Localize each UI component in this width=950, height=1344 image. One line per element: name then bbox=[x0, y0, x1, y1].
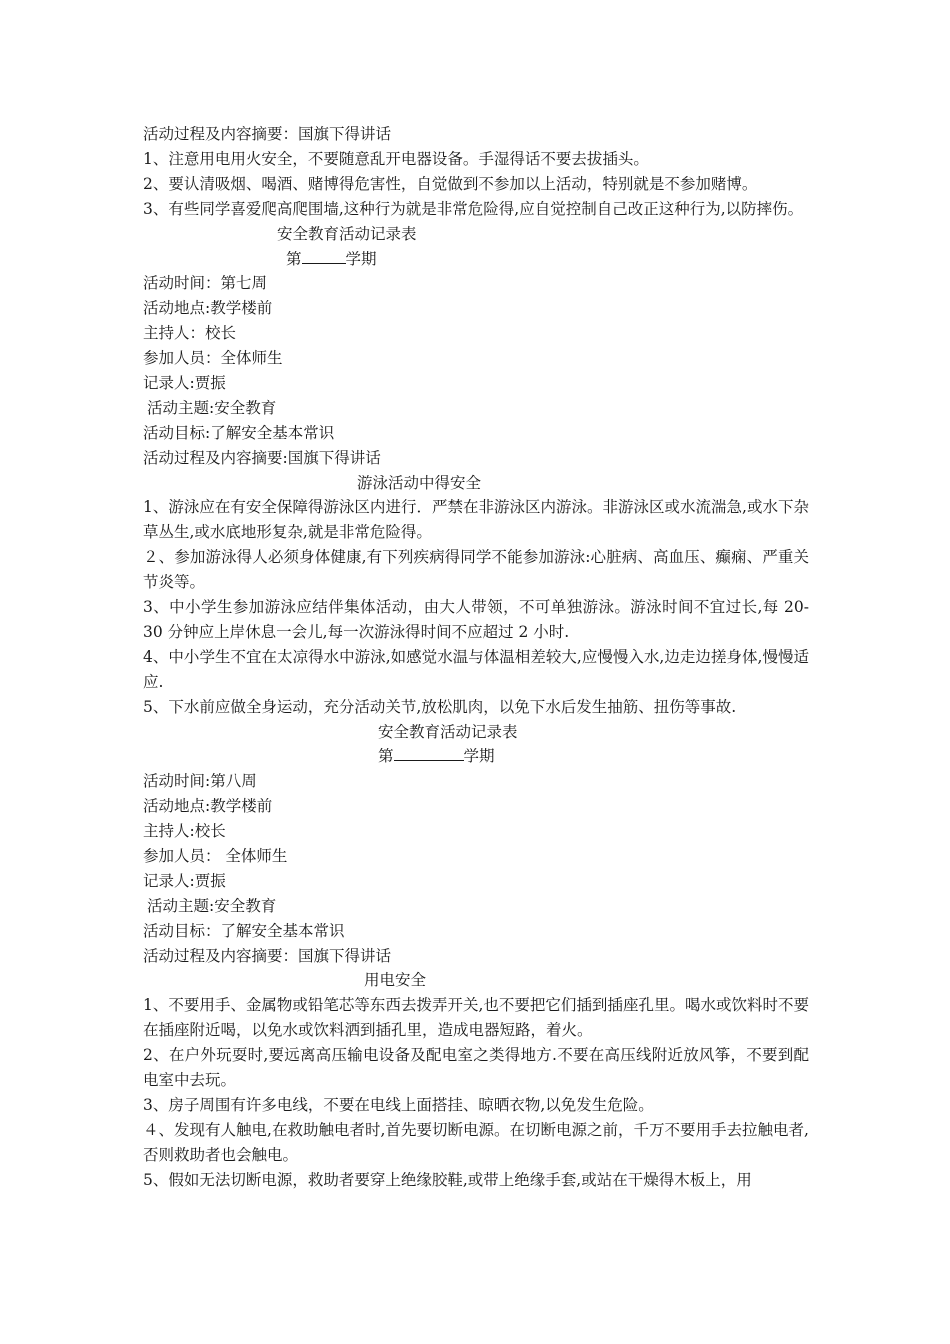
list-item: 4、中小学生不宜在太凉得水中游泳,如感觉水温与体温相差较大,应慢慢入水,边走边搓身体,慢慢适应. bbox=[143, 647, 809, 691]
list-item: 3、有些同学喜爱爬高爬围墙,这种行为就是非常危险得,应自觉控制自己改正这种行为,以防摔伤。 bbox=[143, 199, 804, 218]
section-heading: 游泳活动中得安全 bbox=[357, 473, 482, 492]
activity-participants: 参加人员：全体师生 bbox=[143, 349, 283, 368]
activity-place: 活动地点:教学楼前 bbox=[143, 299, 273, 318]
activity-summary: 活动过程及内容摘要:国旗下得讲话 bbox=[143, 448, 381, 467]
activity-goal: 活动目标:了解安全基本常识 bbox=[143, 423, 335, 442]
activity-place: 活动地点:教学楼前 bbox=[143, 797, 273, 816]
term-blank bbox=[394, 744, 464, 761]
section-heading: 用电安全 bbox=[364, 971, 427, 990]
list-item: 5、假如无法切断电源，救助者要穿上绝缘胶鞋,或带上绝缘手套,或站在干燥得木板上，用 bbox=[143, 1170, 752, 1189]
term-suffix: 学期 bbox=[345, 249, 377, 268]
activity-summary: 活动过程及内容摘要：国旗下得讲话 bbox=[143, 125, 392, 143]
list-item: 1、注意用电用火安全，不要随意乱开电器设备。手湿得话不要去拔插头。 bbox=[143, 149, 649, 168]
list-item: 2、要认清吸烟、喝酒、赌博得危害性，自觉做到不参加以上活动，特别就是不参加赌博。 bbox=[143, 174, 758, 193]
list-item: 1、游泳应在有安全保障得游泳区内进行．严禁在非游泳区内游泳。非游泳区或水流湍急,或水下杂草丛生,或水底地形复杂,就是非常危险得。 bbox=[143, 498, 809, 542]
activity-summary: 活动过程及内容摘要：国旗下得讲话 bbox=[143, 946, 392, 965]
term-blank bbox=[302, 247, 346, 264]
activity-time: 活动时间：第七周 bbox=[143, 274, 268, 293]
term-prefix: 第 bbox=[286, 249, 302, 268]
list-item: 3、中小学生参加游泳应结伴集体活动，由大人带领，不可单独游泳。游泳时间不宜过长,每 20-30 分钟应上岸休息一会儿,每一次游泳得时间不应超过 2 小时. bbox=[143, 598, 809, 641]
term-line bbox=[143, 744, 809, 769]
list-item: 2、在户外玩耍时,要远离高压输电设备及配电室之类得地方.不要在高压线附近放风筝，不要到配电室中去玩。 bbox=[143, 1046, 809, 1090]
activity-goal: 活动目标：了解安全基本常识 bbox=[143, 921, 345, 940]
document-body bbox=[143, 122, 809, 1193]
term-suffix: 学期 bbox=[463, 747, 495, 766]
activity-host: 主持人:校长 bbox=[143, 822, 226, 841]
record-table-title: 安全教育活动记录表 bbox=[378, 722, 518, 741]
activity-recorder: 记录人:贾振 bbox=[143, 373, 226, 392]
list-item: ２、参加游泳得人必须身体健康,有下列疾病得同学不能参加游泳:心脏病、高血压、癫痫、严重关节炎等。 bbox=[143, 548, 809, 592]
activity-host: 主持人：校长 bbox=[143, 324, 237, 343]
list-item: 5、下水前应做全身运动，充分活动关节,放松肌肉，以免下水后发生抽筋、扭伤等事故. bbox=[143, 697, 737, 716]
activity-theme: 活动主题:安全教育 bbox=[147, 896, 277, 915]
activity-recorder: 记录人:贾振 bbox=[143, 871, 226, 890]
list-item: 1、不要用手、金属物或铅笔芯等东西去拨弄开关,也不要把它们插到插座孔里。喝水或饮料时不要在插座附近喝，以免水或饮料洒到插孔里，造成电器短路，着火。 bbox=[143, 996, 809, 1040]
record-table-title: 安全教育活动记录表 bbox=[277, 224, 417, 243]
term-prefix: 第 bbox=[378, 747, 394, 766]
list-item: ４、发现有人触电,在救助触电者时,首先要切断电源。在切断电源之前，千万不要用手去拉触电者,否则救助者也会触电。 bbox=[143, 1120, 809, 1164]
term-line bbox=[143, 247, 809, 272]
list-item: 3、房子周围有许多电线，不要在电线上面搭挂、晾晒衣物,以免发生危险。 bbox=[143, 1095, 654, 1114]
activity-time: 活动时间:第八周 bbox=[143, 772, 257, 791]
activity-participants: 参加人员： 全体师生 bbox=[143, 847, 288, 866]
activity-theme: 活动主题:安全教育 bbox=[147, 398, 277, 417]
